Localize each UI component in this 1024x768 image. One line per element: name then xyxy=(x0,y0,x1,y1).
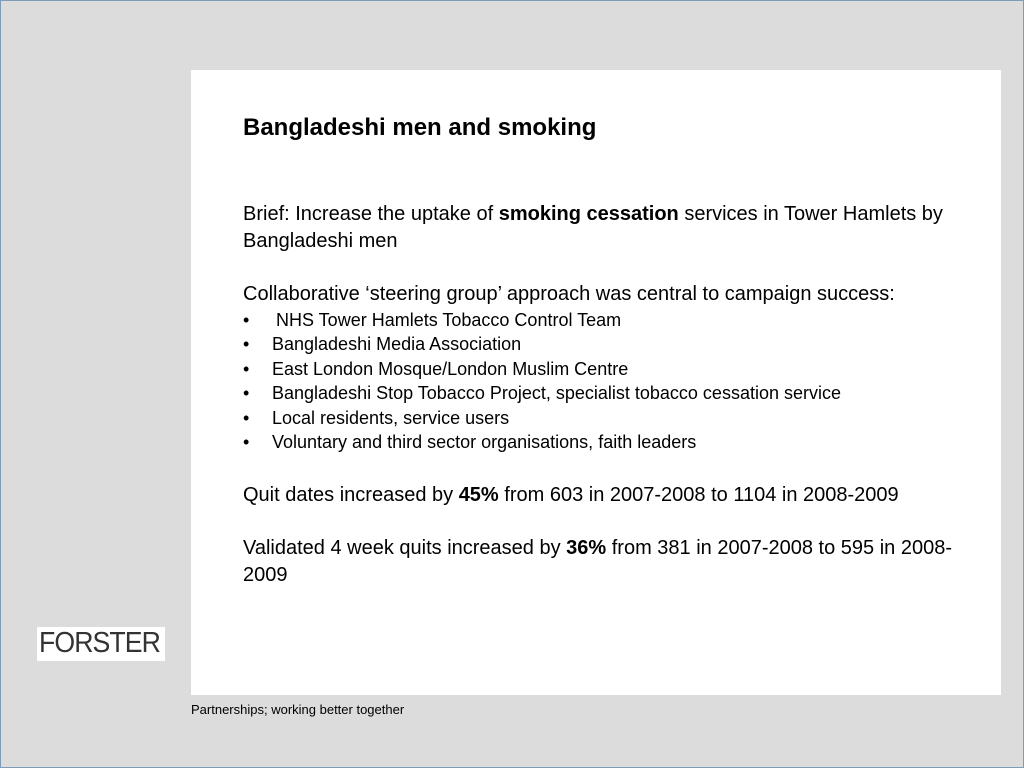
validated-quits-percent: 36% xyxy=(566,537,607,559)
bullet-icon: • xyxy=(243,309,250,330)
bullet-icon: • xyxy=(243,383,250,403)
footer-tagline: Partnerships; working better together xyxy=(191,702,405,717)
logo-text: FORSTER xyxy=(39,627,161,659)
partner-list xyxy=(243,308,963,455)
list-item xyxy=(243,381,963,406)
list-item xyxy=(243,332,963,357)
list-item-text: Voluntary and third sector organisations, faith leaders xyxy=(272,432,697,452)
quit-dates-suffix: from 603 in 2007-2008 to 1104 in 2008-2009 xyxy=(498,483,899,506)
list-item xyxy=(243,357,963,382)
brief-paragraph xyxy=(243,201,963,254)
bullet-icon: • xyxy=(243,358,250,379)
list-item-text: Bangladeshi Media Association xyxy=(272,334,522,354)
list-item-text: Bangladeshi Stop Tobacco Project, specialist tobacco cessation service xyxy=(272,383,841,403)
content-panel xyxy=(191,70,1001,695)
bullet-icon: • xyxy=(243,334,250,354)
list-item xyxy=(243,406,963,431)
list-item xyxy=(243,430,963,455)
validated-quits-prefix: Validated 4 week quits increased by xyxy=(243,537,567,559)
quit-dates-prefix: Quit dates increased by xyxy=(243,483,459,506)
list-item-text: East London Mosque/London Muslim Centre xyxy=(272,358,629,379)
bullet-icon: • xyxy=(243,407,250,428)
bullet-icon: • xyxy=(243,432,250,452)
approach-paragraph: Collaborative ‘steering group’ approach was central to campaign success: xyxy=(243,283,895,305)
quit-dates-percent: 45% xyxy=(458,483,499,506)
slide-title: Bangladeshi men and smoking xyxy=(243,114,597,141)
forster-logo xyxy=(37,627,165,661)
quit-dates-paragraph xyxy=(243,482,963,509)
slide-body xyxy=(243,201,963,588)
list-item-text: NHS Tower Hamlets Tobacco Control Team xyxy=(276,309,622,330)
validated-quits-suffix: from 381 in 2007-2008 to 595 in 2008-2009 xyxy=(243,537,952,586)
list-item-text: Local residents, service users xyxy=(272,407,510,428)
brief-suffix: services in Tower Hamlets by Bangladeshi men xyxy=(243,203,943,252)
brief-prefix: Brief: Increase the uptake of xyxy=(243,203,499,225)
list-item xyxy=(243,308,963,333)
validated-quits-paragraph xyxy=(243,535,963,588)
brief-emphasis: smoking cessation xyxy=(498,203,679,225)
